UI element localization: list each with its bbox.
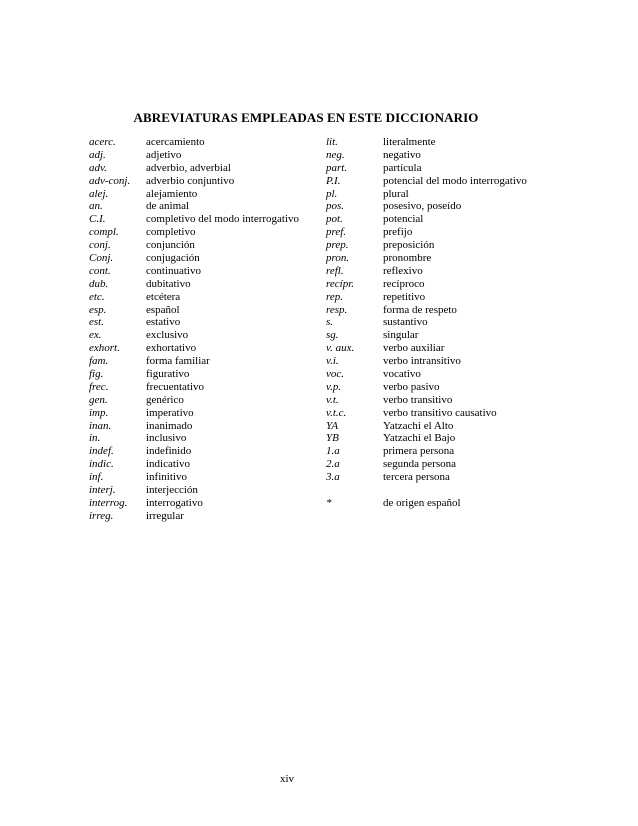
abbreviation-meaning: genérico <box>146 393 184 406</box>
abbreviation: cont. <box>89 264 111 277</box>
abbreviation-entry <box>89 252 299 265</box>
abbreviation-entry <box>89 136 299 149</box>
abbreviation-meaning: partícula <box>383 161 422 174</box>
abbreviation-entry <box>326 162 527 175</box>
abbreviation-meaning: potencial del modo interrogativo <box>383 174 527 187</box>
abbreviation-entry <box>89 304 299 317</box>
abbreviation: imp. <box>89 406 109 419</box>
abbreviation-entry <box>326 291 527 304</box>
abbreviation-meaning: de origen español <box>383 496 461 509</box>
abbreviation-meaning: alejamiento <box>146 187 198 200</box>
right-abbreviation-column <box>326 136 527 510</box>
page-title: ABREVIATURAS EMPLEADAS EN ESTE DICCIONARIO <box>133 110 479 125</box>
abbreviation-entry <box>89 407 299 420</box>
abbreviation: ex. <box>89 329 102 342</box>
abbreviation-meaning: completivo <box>146 226 196 239</box>
abbreviation-meaning: posesivo, poseído <box>383 200 462 213</box>
abbreviation: pos. <box>326 200 345 213</box>
abbreviation: neg. <box>326 148 345 161</box>
abbreviation-entry <box>89 381 299 394</box>
abbreviation: Conj. <box>89 252 114 265</box>
abbreviation-entry <box>326 304 527 317</box>
abbreviation: dub. <box>89 277 109 290</box>
abbreviation-meaning: verbo intransitivo <box>383 355 461 368</box>
abbreviation-entry <box>326 136 527 149</box>
abbreviation: sg. <box>326 329 339 342</box>
abbreviation-meaning: continuativo <box>146 264 201 277</box>
abbreviation-entry <box>326 420 527 433</box>
abbreviation-entry <box>89 291 299 304</box>
abbreviation-meaning: adjetivo <box>146 148 182 161</box>
abbreviation-entry <box>89 278 299 291</box>
abbreviation-entry <box>89 265 299 278</box>
abbreviation: inan. <box>89 419 112 432</box>
abbreviation-meaning: conjunción <box>146 239 195 252</box>
abbreviation-meaning: interjección <box>146 484 198 497</box>
abbreviation-meaning: repetitivo <box>383 290 426 303</box>
abbreviation: rep. <box>326 290 344 303</box>
abbreviation: v.t. <box>326 393 339 406</box>
abbreviation-entry <box>89 510 299 523</box>
abbreviation-entry <box>326 458 527 471</box>
abbreviation: part. <box>326 161 348 174</box>
abbreviation: YA <box>326 419 339 432</box>
abbreviation-entry <box>89 188 299 201</box>
abbreviation-entry <box>326 471 527 484</box>
abbreviation-meaning: verbo pasivo <box>383 380 440 393</box>
abbreviation: in. <box>89 432 101 445</box>
abbreviation: adv-conj. <box>89 174 131 187</box>
abbreviation-entry <box>326 213 527 226</box>
abbreviation-entry <box>326 252 527 265</box>
abbreviation: compl. <box>89 226 119 239</box>
abbreviation: v.t.c. <box>326 406 347 419</box>
abbreviation-meaning: tercera persona <box>383 471 450 484</box>
abbreviation-meaning: primera persona <box>383 445 455 458</box>
abbreviation: 2.a <box>326 458 340 471</box>
abbreviation-entry <box>89 484 299 497</box>
abbreviation-entry <box>326 394 527 407</box>
abbreviation-entry <box>89 458 299 471</box>
abbreviation-entry <box>326 316 527 329</box>
abbreviation-entry <box>89 213 299 226</box>
abbreviation-entry <box>89 497 299 510</box>
abbreviation: v. aux. <box>326 342 355 355</box>
abbreviation-meaning: frecuentativo <box>146 380 205 393</box>
abbreviation-entry <box>326 432 527 445</box>
abbreviation-entry <box>89 226 299 239</box>
abbreviation: conj. <box>89 239 111 252</box>
abbreviation: prep. <box>326 239 349 252</box>
abbreviation-meaning: preposición <box>383 239 435 252</box>
abbreviation: P.I. <box>326 174 341 187</box>
abbreviation: pot. <box>326 213 343 226</box>
abbreviation-meaning: verbo auxiliar <box>383 342 445 355</box>
abbreviation: interrog. <box>89 496 128 509</box>
abbreviation-entry <box>326 368 527 381</box>
abbreviation: * <box>326 496 332 509</box>
abbreviation: irreg. <box>89 509 114 522</box>
abbreviation-meaning: reflexivo <box>383 264 423 277</box>
abbreviation: fam. <box>89 355 109 368</box>
abbreviation-meaning: indefinido <box>146 445 192 458</box>
abbreviation-entry <box>89 149 299 162</box>
abbreviation-meaning: irregular <box>146 509 184 522</box>
abbreviation-entry <box>89 432 299 445</box>
abbreviation-meaning: plural <box>383 187 409 200</box>
abbreviation-entry <box>89 175 299 188</box>
abbreviation: C.I. <box>89 213 106 226</box>
abbreviation-entry <box>326 239 527 252</box>
abbreviation-entry <box>326 265 527 278</box>
abbreviation-meaning: vocativo <box>383 368 421 381</box>
abbreviation-meaning: Yatzachi el Bajo <box>383 432 456 445</box>
abbreviation-meaning: recíproco <box>383 277 425 290</box>
abbreviation-meaning: interrogativo <box>146 496 203 509</box>
abbreviation-meaning: literalmente <box>383 136 436 148</box>
abbreviation: esp. <box>89 303 107 316</box>
abbreviation-meaning: adverbio conjuntivo <box>146 174 235 187</box>
abbreviation-meaning: español <box>146 303 180 316</box>
abbreviation-entry <box>89 368 299 381</box>
abbreviation-entry <box>89 471 299 484</box>
abbreviation: YB <box>326 432 339 445</box>
abbreviation-entry <box>326 278 527 291</box>
abbreviation-meaning: imperativo <box>146 406 194 419</box>
abbreviation-entry <box>89 342 299 355</box>
abbreviation: inf. <box>89 471 104 484</box>
abbreviation-entry <box>89 316 299 329</box>
abbreviation-meaning: estativo <box>146 316 181 329</box>
abbreviation: adj. <box>89 148 106 161</box>
abbreviation-entry <box>89 420 299 433</box>
abbreviation: pron. <box>326 252 350 265</box>
abbreviation-entry <box>89 329 299 342</box>
abbreviation-meaning: adverbio, adverbial <box>146 161 231 174</box>
abbreviation: pref. <box>326 226 347 239</box>
abbreviation-meaning: etcétera <box>146 290 181 303</box>
abbreviation: resp. <box>326 303 348 316</box>
abbreviation-entry <box>326 381 527 394</box>
abbreviation-meaning: completivo del modo interrogativo <box>146 213 300 226</box>
abbreviation-entry <box>326 226 527 239</box>
abbreviation-entry <box>326 149 527 162</box>
abbreviation-entry <box>89 355 299 368</box>
abbreviation: indic. <box>89 458 114 471</box>
abbreviation: v.i. <box>326 355 339 368</box>
abbreviation: acerc. <box>89 136 116 148</box>
abbreviation-meaning: pronombre <box>383 252 432 265</box>
abbreviation: v.p. <box>326 380 342 393</box>
abbreviation-meaning: exclusivo <box>146 329 189 342</box>
abbreviation-meaning: infinitivo <box>146 471 187 484</box>
abbreviation-meaning: Yatzachi el Alto <box>383 419 454 432</box>
abbreviation-entry <box>326 175 527 188</box>
abbreviation: fig. <box>89 368 104 381</box>
spacer <box>326 484 527 497</box>
abbreviation: voc. <box>326 368 345 381</box>
abbreviation-meaning: inclusivo <box>146 432 187 445</box>
abbreviation-meaning: conjugación <box>146 252 200 265</box>
abbreviation-entry <box>89 162 299 175</box>
abbreviation: indef. <box>89 445 114 458</box>
abbreviation-meaning: forma de respeto <box>383 303 457 316</box>
abbreviation-meaning: segunda persona <box>383 458 457 471</box>
abbreviation-entry <box>89 445 299 458</box>
abbreviation-meaning: indicativo <box>146 458 190 471</box>
abbreviation: pl. <box>326 187 338 200</box>
abbreviation-entry <box>326 329 527 342</box>
abbreviation: gen. <box>89 393 108 406</box>
abbreviation: an. <box>89 200 103 213</box>
page-number: xiv <box>279 773 295 785</box>
abbreviation-entry <box>326 407 527 420</box>
abbreviation-entry <box>326 497 527 510</box>
abbreviation: alej. <box>89 187 109 200</box>
abbreviation: 1.a <box>326 445 340 458</box>
abbreviation-meaning: prefijo <box>383 226 413 239</box>
abbreviation: exhort. <box>89 342 120 355</box>
abbreviation-meaning: potencial <box>383 213 424 226</box>
abbreviation: etc. <box>89 290 105 303</box>
abbreviation-entry <box>326 445 527 458</box>
abbreviation-meaning: acercamiento <box>146 136 205 148</box>
abbreviation-meaning: sustantivo <box>383 316 428 329</box>
abbreviation-meaning: figurativo <box>146 368 190 381</box>
abbreviation-entry <box>326 188 527 201</box>
abbreviation-meaning: dubitativo <box>146 277 191 290</box>
abbreviation: est. <box>89 316 104 329</box>
abbreviation-meaning: de animal <box>146 200 190 213</box>
abbreviation-meaning: negativo <box>383 148 421 161</box>
abbreviation: 3.a <box>326 471 340 484</box>
abbreviation: refl. <box>326 264 344 277</box>
abbreviation: frec. <box>89 380 109 393</box>
abbreviation: adv. <box>89 161 107 174</box>
abbreviation: s. <box>326 316 334 329</box>
abbreviation-entry <box>89 200 299 213</box>
left-abbreviation-column <box>89 136 299 523</box>
abbreviation-meaning: exhortativo <box>146 342 197 355</box>
abbreviation-entry <box>89 394 299 407</box>
abbreviation-meaning: verbo transitivo causativo <box>383 406 497 419</box>
abbreviation: lit. <box>326 136 338 148</box>
abbreviation-entry <box>326 200 527 213</box>
abbreviation-meaning: forma familiar <box>146 355 210 368</box>
abbreviation-meaning: inanimado <box>146 419 193 432</box>
abbreviation-meaning: singular <box>383 329 419 342</box>
abbreviation-entry <box>326 355 527 368</box>
abbreviation-entry <box>326 342 527 355</box>
abbreviation-entry <box>89 239 299 252</box>
abbreviation: interj. <box>89 484 116 497</box>
abbreviation: recípr. <box>326 277 355 290</box>
abbreviation-meaning: verbo transitivo <box>383 393 453 406</box>
